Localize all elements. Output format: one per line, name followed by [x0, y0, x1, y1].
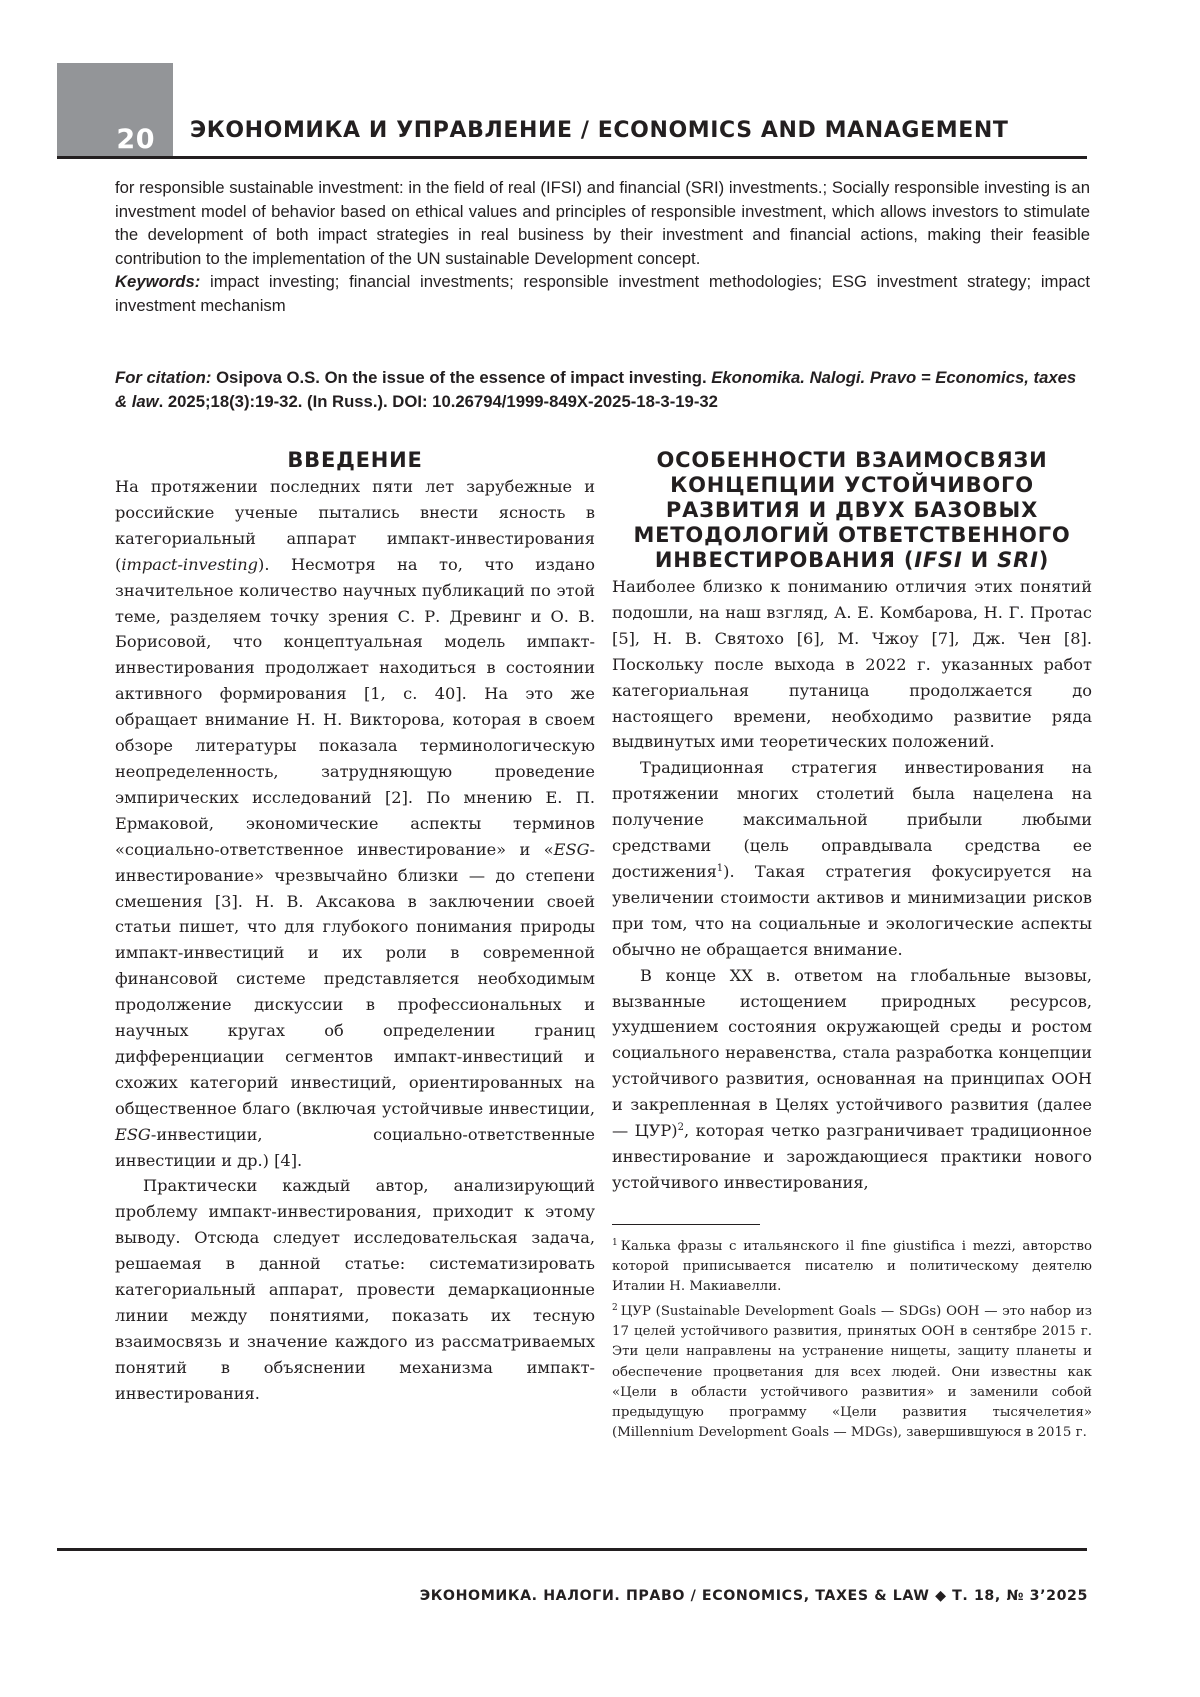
text-run: ). Такая стратегия фокусируется на увеличении стоимости активов и минимизации рисков при том, что на социальные и экологические аспекты обычно не обращается внимание. [612, 861, 1092, 959]
text-run: -инвестирование» чрезвычайно близки — до степени смешения [3]. Н. В. Аксакова в заключении своей статьи пишет, что для глубокого понимания природы импакт-инвестиций и их роли в современной финансовой системе представляется необходимым продолжение дискуссии в профессиональных и научных кругах об определении границ дифференциации сегментов импакт-инвестиций и схожих категорий инвестиций, ориентированных на общественное благо (включая устойчивые инвестиции, [115, 839, 595, 1118]
title-run: ) [1038, 548, 1050, 572]
left-column [115, 448, 595, 1407]
text-run: На протяжении последних пяти лет зарубежные и российские ученые пытались внести ясность в категориальный аппарат импакт-инвестирования ( [115, 477, 595, 574]
section-title-features [612, 448, 1092, 573]
abstract-block [115, 176, 1090, 318]
footnote-text: ЦУР (Sustainable Development Goals — SDGs) ООН — это набор из 17 целей устойчивого развития, принятых ООН в сентябре 2015 г. Эти цели направлены на устранение нищеты, защиту планеты и обеспечение процветания для всех людей. Они известны как «Цели в области устойчивого развития» и заменили собой предыдущую программу «Цели развития тысячелетия» (Millennium Development Goals — MDGs), завершившуюся в 2015 г. [612, 1303, 1092, 1441]
italic-term: ESG [115, 1124, 151, 1144]
header-rule [57, 156, 1087, 159]
footnote-text: Калька фразы с итальянского il fine giustifica i mezzi, авторство которой приписывается писателю и политическому деятелю Италии Н. Макиавелли. [612, 1238, 1092, 1295]
text-run: , которая четко разграничивает традиционное инвестирование и зарождающиеся практики нового устойчивого инвестирования, [612, 1121, 1092, 1192]
footnote-2 [612, 1298, 1092, 1444]
text-run: Традиционная стратегия инвестирования на протяжении многих столетий была нацелена на получение максимальной прибыли любыми средствами (цель оправдывала средства ее достижения [612, 758, 1092, 881]
page-number: 20 [116, 124, 155, 155]
abstract-text: for responsible sustainable investment: in the field of real (IFSI) and financial (SRI) investments.; Socially responsible investing is an investment model of behavior based on ethical values and principles of responsible investment, which allows investors to stimulate the development of both impact strategies in real business by their investment and financial actions, making their feasible contribution to the implementation of the UN sustainable Development concept. [115, 178, 1090, 268]
text-run: -инвестиции, социально-ответственные инвестиции и др.) [4]. [115, 1124, 595, 1170]
citation-authors-title: Osipova O.S. On the issue of the essence of impact investing. [216, 368, 707, 387]
keywords-line [115, 270, 1090, 317]
footnote-mark: 2 [612, 1302, 618, 1313]
citation-block [115, 366, 1090, 414]
section-title-introduction: ВВЕДЕНИЕ [287, 448, 423, 472]
footnote-separator [612, 1224, 760, 1225]
features-paragraph-1: Наиболее близко к пониманию отличия этих понятий подошли, на наш взгляд, А. Е. Комбарова, Н. Г. Протас [5], Н. В. Святохо [6], М. Чжоу [7], Дж. Чен [8]. Поскольку после выхода в 2022 г. указанных работ категориальная путаница продолжается до настоящего времени, необходимо развитие ряда выдвинутых ими теоретических положений. [612, 577, 1092, 752]
title-run: И [962, 548, 998, 572]
features-paragraph-2 [612, 755, 1092, 962]
right-column [612, 448, 1092, 1444]
citation-journal: Ekonomika. Nalogi. Pravo = Economics, taxes & law [115, 368, 1077, 411]
citation-details: . 2025;18(3):19-32. (In Russ.). DOI: 10.26794/1999-849X-2025-18-3-19-32 [158, 392, 718, 411]
text-run: ). Несмотря на то, что издано значительное количество научных публикаций по этой теме, разделяем точку зрения С. Р. Древинг и О. В. Борисовой, что концептуальная модель импакт-инвестирования продолжает находиться в состоянии активного формирования [1, с. 40]. На это же обращает внимание Н. Н. Викторова, которая в своем обзоре литературы показала терминологическую неопределенность, затрудняющую проведение эмпирических исследований [2]. По мнению Е. П. Ермаковой, экономические аспекты терминов «социально-ответственное инвестирование» и « [115, 554, 595, 859]
title-italic-ifsi: IFSI [914, 548, 963, 572]
footer-rule [57, 1548, 1087, 1551]
features-paragraph-3 [612, 963, 1092, 1196]
footnote-mark: 1 [612, 1237, 618, 1248]
italic-term: ESG [553, 839, 590, 859]
footnote-1 [612, 1233, 1092, 1298]
text-run: В конце XX в. ответом на глобальные вызовы, вызванные истощением природных ресурсов, ухудшением состояния окружающей среды и ростом социального неравенства, стала разработка концепции устойчивого развития, основанная на принципах ООН и закрепленная в Целях устойчивого развития (далее — ЦУР) [612, 965, 1092, 1141]
title-run: ОСОБЕННОСТИ ВЗАИМОСВЯЗИ КОНЦЕПЦИИ УСТОЙЧИВОГО РАЗВИТИЯ И ДВУХ БАЗОВЫХ МЕТОДОЛОГИЙ ОТВЕТСТВЕННОГО ИНВЕСТИРОВАНИЯ ( [633, 448, 1071, 572]
diamond-icon: ◆ [935, 1588, 947, 1604]
title-italic-sri: SRI [997, 548, 1039, 572]
footnote-ref-2[interactable]: 2 [677, 1122, 685, 1134]
keywords-label: Keywords: [115, 272, 201, 292]
intro-paragraph-2: Практически каждый автор, анализирующий проблему импакт-инвестирования, приходит к этому выводу. Отсюда следует исследовательская задача, решаемая в данной статье: систематизировать категориальный аппарат, провести демаркационные линии между понятиями, показать их тесную взаимосвязь и значение каждого из рассматриваемых понятий в объяснении механизма импакт-инвестирования. [115, 1176, 595, 1403]
running-footer [420, 1588, 1088, 1604]
footer-journal: ЭКОНОМИКА. НАЛОГИ. ПРАВО / ECONOMICS, TAXES & LAW [419, 1588, 930, 1604]
page-number-box [57, 63, 173, 157]
keywords-list: impact investing; financial investments; responsible investment methodologies; ESG investment strategy; impact investment mechanism [115, 272, 1090, 315]
intro-paragraph-1 [115, 474, 595, 1173]
italic-term: impact-investing [121, 554, 259, 574]
footer-issue: Т. 18, № 3’2025 [952, 1588, 1088, 1604]
citation-label: For citation: [115, 368, 212, 387]
footnote-ref-1[interactable]: 1 [716, 862, 724, 874]
running-header-title: ЭКОНОМИКА И УПРАВЛЕНИЕ / ECONOMICS AND MANAGEMENT [190, 118, 1009, 143]
